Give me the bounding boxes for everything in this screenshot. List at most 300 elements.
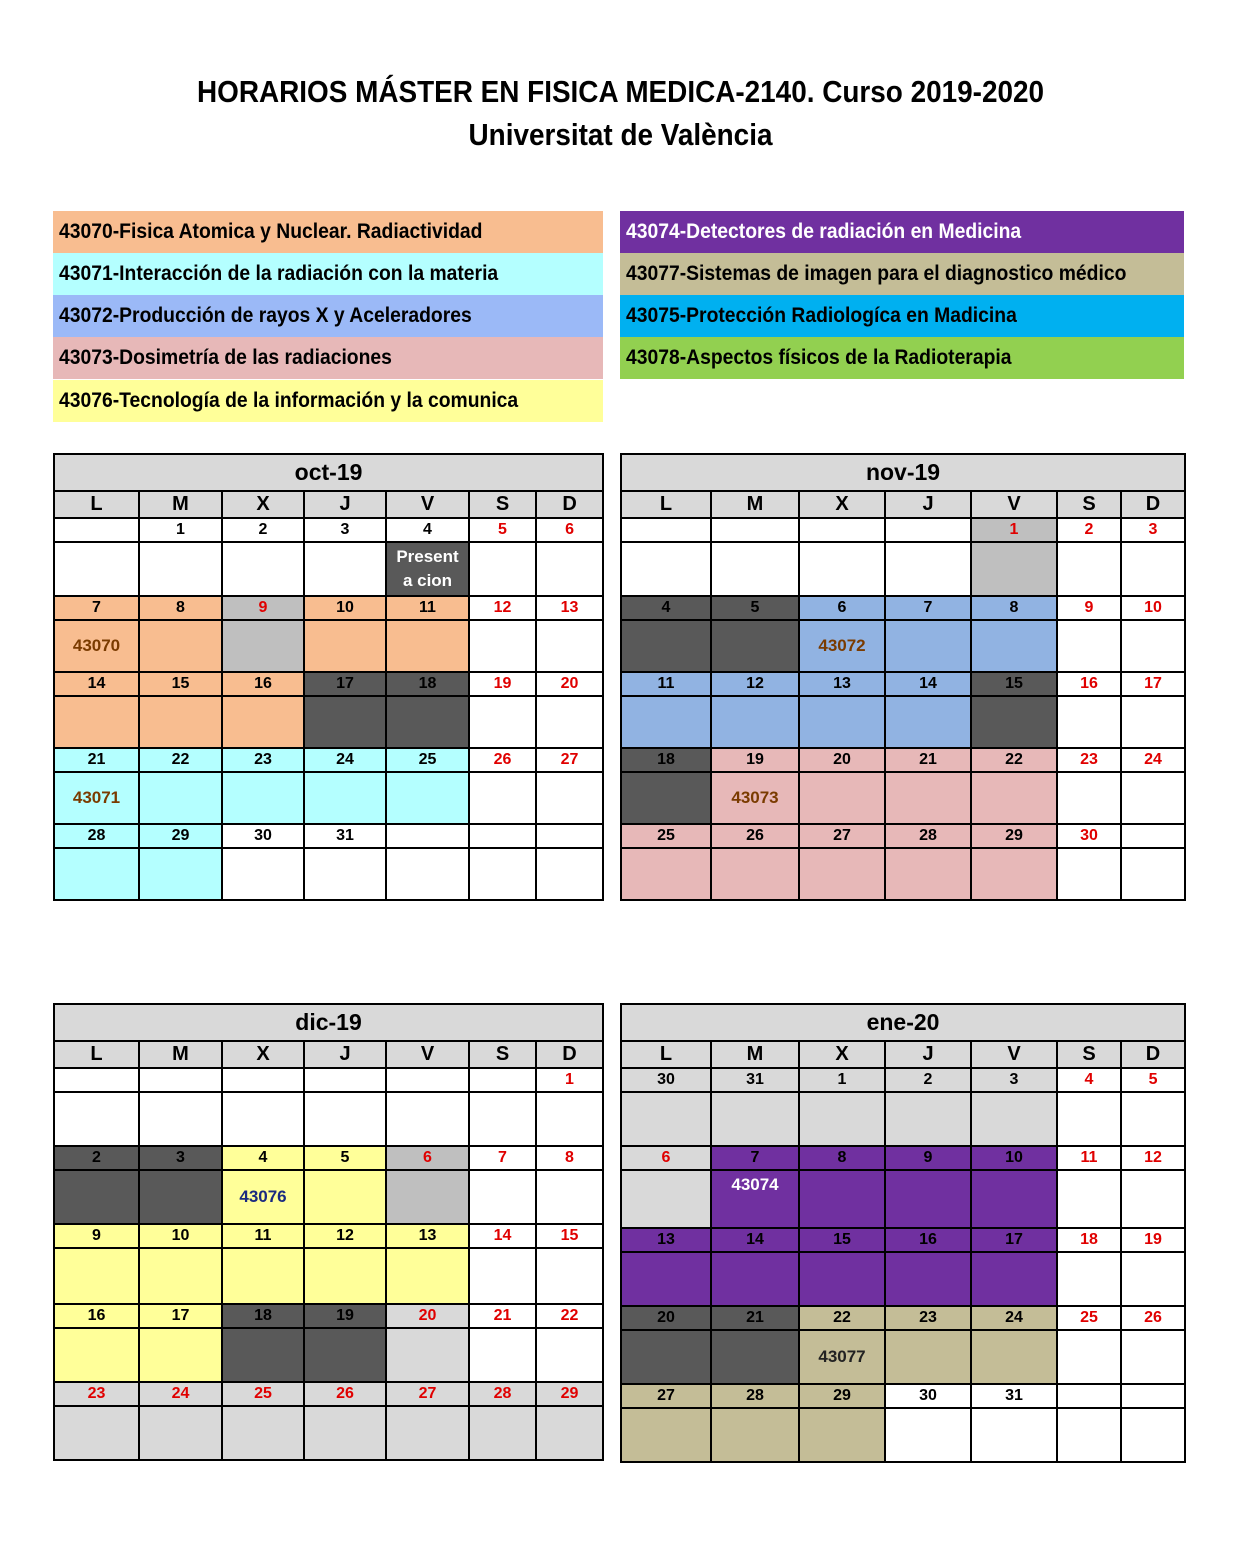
day-number: 10 bbox=[971, 1146, 1057, 1170]
weekday-header: S bbox=[1057, 1041, 1121, 1068]
day-slot bbox=[971, 1408, 1057, 1462]
day-slot bbox=[54, 542, 139, 596]
day-slot bbox=[1121, 1330, 1185, 1384]
day-number: 13 bbox=[799, 672, 885, 696]
day-number: 5 bbox=[1121, 1068, 1185, 1092]
day-slot bbox=[54, 1248, 139, 1304]
day-slot bbox=[222, 620, 304, 672]
day-slot bbox=[304, 848, 386, 900]
day-slot bbox=[386, 542, 469, 596]
day-number: 9 bbox=[1057, 596, 1121, 620]
day-number bbox=[469, 1068, 536, 1092]
day-number: 20 bbox=[621, 1306, 711, 1330]
day-slot bbox=[711, 1330, 799, 1384]
day-slot bbox=[304, 696, 386, 748]
weekday-header: X bbox=[222, 1041, 304, 1068]
day-number: 8 bbox=[139, 596, 222, 620]
day-number: 17 bbox=[971, 1228, 1057, 1252]
day-number: 10 bbox=[304, 596, 386, 620]
day-number: 4 bbox=[1057, 1068, 1121, 1092]
weekday-header: J bbox=[885, 1041, 971, 1068]
day-slot bbox=[139, 848, 222, 900]
weekday-header: X bbox=[799, 1041, 885, 1068]
day-number: 7 bbox=[54, 596, 139, 620]
day-slot bbox=[971, 1330, 1057, 1384]
day-slot bbox=[1057, 1092, 1121, 1146]
day-slot bbox=[1121, 542, 1185, 596]
day-slot bbox=[222, 542, 304, 596]
day-slot bbox=[621, 1252, 711, 1306]
day-slot bbox=[536, 542, 603, 596]
legend-item bbox=[53, 211, 603, 253]
legend-label: 43071-Interacción de la radiación con la materia bbox=[59, 262, 499, 285]
day-slot bbox=[54, 772, 139, 824]
month-header: nov-19 bbox=[621, 454, 1185, 491]
day-number: 27 bbox=[799, 824, 885, 848]
day-slot bbox=[536, 1406, 603, 1460]
day-number: 23 bbox=[54, 1382, 139, 1406]
day-number: 4 bbox=[621, 596, 711, 620]
legend-item bbox=[53, 337, 603, 379]
day-number: 28 bbox=[885, 824, 971, 848]
day-number: 15 bbox=[971, 672, 1057, 696]
day-number: 2 bbox=[885, 1068, 971, 1092]
day-slot bbox=[536, 696, 603, 748]
legend-item bbox=[53, 295, 603, 337]
day-number: 21 bbox=[469, 1304, 536, 1328]
day-slot bbox=[54, 1170, 139, 1224]
day-number: 30 bbox=[621, 1068, 711, 1092]
day-number: 4 bbox=[222, 1146, 304, 1170]
day-number bbox=[386, 824, 469, 848]
month-header: dic-19 bbox=[54, 1004, 603, 1041]
day-slot bbox=[469, 772, 536, 824]
month-header: ene-20 bbox=[621, 1004, 1185, 1041]
day-number: 1 bbox=[536, 1068, 603, 1092]
day-number bbox=[54, 1068, 139, 1092]
day-slot bbox=[885, 1092, 971, 1146]
day-number: 18 bbox=[222, 1304, 304, 1328]
day-number: 25 bbox=[1057, 1306, 1121, 1330]
day-slot bbox=[799, 620, 885, 672]
day-number: 12 bbox=[1121, 1146, 1185, 1170]
subject-code-label: 43077 bbox=[818, 1347, 866, 1366]
weekday-header: D bbox=[536, 491, 603, 518]
day-number: 31 bbox=[304, 824, 386, 848]
day-slot bbox=[386, 1170, 469, 1224]
day-number: 22 bbox=[799, 1306, 885, 1330]
day-number: 19 bbox=[304, 1304, 386, 1328]
day-slot bbox=[222, 848, 304, 900]
day-number: 1 bbox=[971, 518, 1057, 542]
day-number bbox=[1121, 824, 1185, 848]
day-slot bbox=[621, 772, 711, 824]
day-number: 9 bbox=[54, 1224, 139, 1248]
day-number: 28 bbox=[54, 824, 139, 848]
day-slot bbox=[386, 1406, 469, 1460]
weekday-header: X bbox=[222, 491, 304, 518]
day-slot bbox=[54, 1328, 139, 1382]
day-slot bbox=[711, 772, 799, 824]
day-number: 22 bbox=[139, 748, 222, 772]
weekday-header: D bbox=[1121, 491, 1185, 518]
day-number: 26 bbox=[469, 748, 536, 772]
day-number bbox=[386, 1068, 469, 1092]
day-slot bbox=[54, 620, 139, 672]
day-slot bbox=[799, 1170, 885, 1228]
day-slot bbox=[469, 1248, 536, 1304]
day-number: 17 bbox=[139, 1304, 222, 1328]
day-number: 12 bbox=[304, 1224, 386, 1248]
day-number: 26 bbox=[1121, 1306, 1185, 1330]
day-slot bbox=[711, 1170, 799, 1228]
day-slot bbox=[1057, 542, 1121, 596]
legend-label: 43078-Aspectos físicos de la Radioterapia bbox=[626, 346, 1012, 369]
day-slot bbox=[1121, 1170, 1185, 1228]
day-number: 29 bbox=[139, 824, 222, 848]
day-slot bbox=[621, 696, 711, 748]
day-number: 1 bbox=[799, 1068, 885, 1092]
day-number bbox=[1057, 1384, 1121, 1408]
day-slot bbox=[885, 620, 971, 672]
day-slot bbox=[621, 1170, 711, 1228]
day-number: 15 bbox=[799, 1228, 885, 1252]
day-number: 14 bbox=[54, 672, 139, 696]
day-slot bbox=[386, 848, 469, 900]
day-number: 17 bbox=[304, 672, 386, 696]
day-slot bbox=[1057, 848, 1121, 900]
day-slot bbox=[536, 1092, 603, 1146]
day-number: 23 bbox=[222, 748, 304, 772]
day-slot bbox=[1121, 696, 1185, 748]
day-number: 19 bbox=[1121, 1228, 1185, 1252]
day-slot bbox=[536, 1248, 603, 1304]
day-number: 30 bbox=[1057, 824, 1121, 848]
day-number: 12 bbox=[469, 596, 536, 620]
day-number: 27 bbox=[386, 1382, 469, 1406]
legend-label: 43072-Producción de rayos X y Aceleradores bbox=[59, 304, 472, 327]
day-number: 15 bbox=[139, 672, 222, 696]
day-number bbox=[1121, 1384, 1185, 1408]
weekday-header: J bbox=[885, 491, 971, 518]
day-slot bbox=[222, 1248, 304, 1304]
weekday-header: D bbox=[1121, 1041, 1185, 1068]
day-number: 16 bbox=[1057, 672, 1121, 696]
day-number bbox=[536, 824, 603, 848]
day-slot bbox=[139, 696, 222, 748]
day-slot bbox=[536, 620, 603, 672]
day-slot bbox=[222, 772, 304, 824]
day-number: 13 bbox=[386, 1224, 469, 1248]
day-slot bbox=[885, 1408, 971, 1462]
subject-code-label: 43076 bbox=[239, 1187, 287, 1206]
day-slot bbox=[469, 620, 536, 672]
day-number: 3 bbox=[1121, 518, 1185, 542]
day-number: 6 bbox=[536, 518, 603, 542]
day-slot bbox=[1057, 1252, 1121, 1306]
day-number: 7 bbox=[469, 1146, 536, 1170]
day-slot bbox=[386, 1092, 469, 1146]
day-slot bbox=[971, 772, 1057, 824]
day-slot bbox=[711, 620, 799, 672]
day-slot bbox=[885, 772, 971, 824]
day-number: 17 bbox=[1121, 672, 1185, 696]
day-slot bbox=[1057, 1170, 1121, 1228]
day-number: 21 bbox=[54, 748, 139, 772]
day-slot bbox=[1057, 1408, 1121, 1462]
day-number: 16 bbox=[222, 672, 304, 696]
day-number: 18 bbox=[1057, 1228, 1121, 1252]
day-slot bbox=[469, 696, 536, 748]
day-number bbox=[885, 518, 971, 542]
day-slot bbox=[1121, 1408, 1185, 1462]
day-slot bbox=[711, 696, 799, 748]
day-slot bbox=[971, 620, 1057, 672]
day-slot bbox=[222, 1092, 304, 1146]
day-slot bbox=[1121, 848, 1185, 900]
subject-code-label: 43073 bbox=[731, 788, 779, 807]
day-slot bbox=[799, 542, 885, 596]
day-number: 31 bbox=[971, 1384, 1057, 1408]
day-number: 20 bbox=[536, 672, 603, 696]
day-number: 24 bbox=[139, 1382, 222, 1406]
weekday-header: D bbox=[536, 1041, 603, 1068]
day-slot bbox=[54, 848, 139, 900]
day-slot bbox=[304, 1248, 386, 1304]
day-slot bbox=[139, 1328, 222, 1382]
subject-code-label: 43072 bbox=[818, 636, 866, 655]
day-number: 2 bbox=[54, 1146, 139, 1170]
day-slot bbox=[222, 1406, 304, 1460]
day-number: 7 bbox=[885, 596, 971, 620]
day-slot bbox=[386, 772, 469, 824]
day-slot bbox=[971, 1170, 1057, 1228]
day-number: 16 bbox=[885, 1228, 971, 1252]
subject-code-label: 43070 bbox=[72, 636, 121, 655]
day-slot bbox=[885, 696, 971, 748]
legend-label: 43073-Dosimetría de las radiaciones bbox=[59, 346, 392, 369]
day-number bbox=[711, 518, 799, 542]
day-number: 1 bbox=[139, 518, 222, 542]
day-slot bbox=[971, 1252, 1057, 1306]
day-slot bbox=[304, 1406, 386, 1460]
subject-code-label: 43074 bbox=[731, 1175, 779, 1194]
legend-label: 43070-Fisica Atomica y Nuclear. Radiactividad bbox=[59, 220, 483, 243]
calendar-nov-19 bbox=[620, 453, 1186, 901]
day-slot bbox=[1121, 1092, 1185, 1146]
day-number: 19 bbox=[711, 748, 799, 772]
day-slot bbox=[799, 1252, 885, 1306]
day-slot bbox=[222, 1328, 304, 1382]
day-slot bbox=[304, 1328, 386, 1382]
day-slot bbox=[536, 772, 603, 824]
day-slot bbox=[885, 1330, 971, 1384]
day-number: 14 bbox=[711, 1228, 799, 1252]
day-number: 24 bbox=[1121, 748, 1185, 772]
day-slot bbox=[971, 848, 1057, 900]
weekday-header: M bbox=[711, 491, 799, 518]
day-number: 20 bbox=[799, 748, 885, 772]
weekday-header: J bbox=[304, 491, 386, 518]
day-slot bbox=[1121, 620, 1185, 672]
day-number: 18 bbox=[386, 672, 469, 696]
day-slot bbox=[1121, 772, 1185, 824]
day-number: 24 bbox=[971, 1306, 1057, 1330]
legend-item bbox=[53, 253, 603, 295]
day-slot bbox=[1057, 620, 1121, 672]
day-number bbox=[469, 824, 536, 848]
day-number bbox=[54, 518, 139, 542]
day-number bbox=[304, 1068, 386, 1092]
weekday-header: L bbox=[621, 1041, 711, 1068]
day-number: 14 bbox=[469, 1224, 536, 1248]
day-slot bbox=[386, 1248, 469, 1304]
day-number: 5 bbox=[469, 518, 536, 542]
day-number: 30 bbox=[222, 824, 304, 848]
day-number: 29 bbox=[799, 1384, 885, 1408]
day-number: 21 bbox=[711, 1306, 799, 1330]
day-number: 15 bbox=[536, 1224, 603, 1248]
day-number: 29 bbox=[971, 824, 1057, 848]
day-slot bbox=[799, 772, 885, 824]
day-number: 27 bbox=[621, 1384, 711, 1408]
day-number: 28 bbox=[469, 1382, 536, 1406]
weekday-header: V bbox=[386, 1041, 469, 1068]
day-number bbox=[139, 1068, 222, 1092]
day-number: 19 bbox=[469, 672, 536, 696]
weekday-header: M bbox=[139, 1041, 222, 1068]
calendar-oct-19 bbox=[53, 453, 604, 901]
day-slot bbox=[885, 1170, 971, 1228]
legend-label: 43076-Tecnología de la información y la comunica bbox=[59, 389, 519, 412]
day-slot bbox=[139, 1170, 222, 1224]
day-number: 10 bbox=[139, 1224, 222, 1248]
day-slot bbox=[799, 696, 885, 748]
day-slot bbox=[885, 848, 971, 900]
day-number: 23 bbox=[1057, 748, 1121, 772]
day-number: 11 bbox=[621, 672, 711, 696]
weekday-header: V bbox=[386, 491, 469, 518]
day-slot bbox=[469, 1092, 536, 1146]
day-slot bbox=[621, 620, 711, 672]
subject-code-label: 43071 bbox=[72, 788, 121, 807]
legend-label: 43077-Sistemas de imagen para el diagnostico médico bbox=[626, 262, 1127, 285]
day-slot bbox=[1057, 696, 1121, 748]
day-slot bbox=[222, 1170, 304, 1224]
weekday-header: V bbox=[971, 1041, 1057, 1068]
day-number bbox=[222, 1068, 304, 1092]
day-number bbox=[799, 518, 885, 542]
day-slot bbox=[536, 1328, 603, 1382]
day-slot bbox=[711, 542, 799, 596]
calendar-ene-20 bbox=[620, 1003, 1186, 1463]
day-number: 30 bbox=[885, 1384, 971, 1408]
day-number: 9 bbox=[885, 1146, 971, 1170]
day-slot bbox=[536, 1170, 603, 1224]
day-slot bbox=[621, 1330, 711, 1384]
day-slot bbox=[1057, 1330, 1121, 1384]
day-slot bbox=[386, 1328, 469, 1382]
day-slot bbox=[304, 1170, 386, 1224]
day-slot bbox=[386, 696, 469, 748]
day-number: 10 bbox=[1121, 596, 1185, 620]
day-number: 18 bbox=[621, 748, 711, 772]
day-number: 6 bbox=[386, 1146, 469, 1170]
day-slot bbox=[536, 848, 603, 900]
weekday-header: M bbox=[139, 491, 222, 518]
day-number: 22 bbox=[536, 1304, 603, 1328]
day-slot bbox=[386, 620, 469, 672]
day-number: 3 bbox=[971, 1068, 1057, 1092]
day-slot bbox=[885, 542, 971, 596]
day-slot bbox=[469, 1406, 536, 1460]
day-slot bbox=[469, 1328, 536, 1382]
day-slot bbox=[304, 620, 386, 672]
day-number: 8 bbox=[536, 1146, 603, 1170]
day-slot bbox=[799, 1408, 885, 1462]
day-slot bbox=[799, 1330, 885, 1384]
day-number: 25 bbox=[222, 1382, 304, 1406]
day-number: 2 bbox=[1057, 518, 1121, 542]
day-number: 13 bbox=[536, 596, 603, 620]
day-slot bbox=[469, 1170, 536, 1224]
day-number: 23 bbox=[885, 1306, 971, 1330]
day-slot bbox=[139, 620, 222, 672]
weekday-header: X bbox=[799, 491, 885, 518]
presentation-label: Presenta cion bbox=[396, 547, 459, 590]
day-slot bbox=[139, 1248, 222, 1304]
day-number: 29 bbox=[536, 1382, 603, 1406]
day-number: 22 bbox=[971, 748, 1057, 772]
legend-label: 43075-Protección Radiologíca en Madicina bbox=[626, 304, 1017, 327]
weekday-header: L bbox=[621, 491, 711, 518]
day-number: 12 bbox=[711, 672, 799, 696]
day-number: 3 bbox=[304, 518, 386, 542]
legend-item bbox=[620, 253, 1184, 295]
day-number: 8 bbox=[971, 596, 1057, 620]
day-number: 11 bbox=[386, 596, 469, 620]
calendar-dic-19 bbox=[53, 1003, 604, 1461]
day-slot bbox=[885, 1252, 971, 1306]
day-slot bbox=[139, 772, 222, 824]
legend-label: 43074-Detectores de radiación en Medicina bbox=[626, 220, 1022, 243]
day-number: 4 bbox=[386, 518, 469, 542]
day-slot bbox=[971, 696, 1057, 748]
day-slot bbox=[469, 542, 536, 596]
day-slot bbox=[139, 1406, 222, 1460]
month-header: oct-19 bbox=[54, 454, 603, 491]
legend-item bbox=[620, 337, 1184, 379]
day-number: 11 bbox=[222, 1224, 304, 1248]
day-slot bbox=[304, 772, 386, 824]
weekday-header: L bbox=[54, 1041, 139, 1068]
day-slot bbox=[711, 1408, 799, 1462]
day-number: 21 bbox=[885, 748, 971, 772]
day-number: 5 bbox=[304, 1146, 386, 1170]
legend-item bbox=[53, 380, 603, 422]
day-slot bbox=[799, 1092, 885, 1146]
day-slot bbox=[711, 1252, 799, 1306]
day-slot bbox=[711, 1092, 799, 1146]
weekday-header: M bbox=[711, 1041, 799, 1068]
day-slot bbox=[1121, 1252, 1185, 1306]
day-slot bbox=[621, 542, 711, 596]
day-number: 26 bbox=[304, 1382, 386, 1406]
day-number: 14 bbox=[885, 672, 971, 696]
day-slot bbox=[139, 542, 222, 596]
day-slot bbox=[1057, 772, 1121, 824]
weekday-header: L bbox=[54, 491, 139, 518]
